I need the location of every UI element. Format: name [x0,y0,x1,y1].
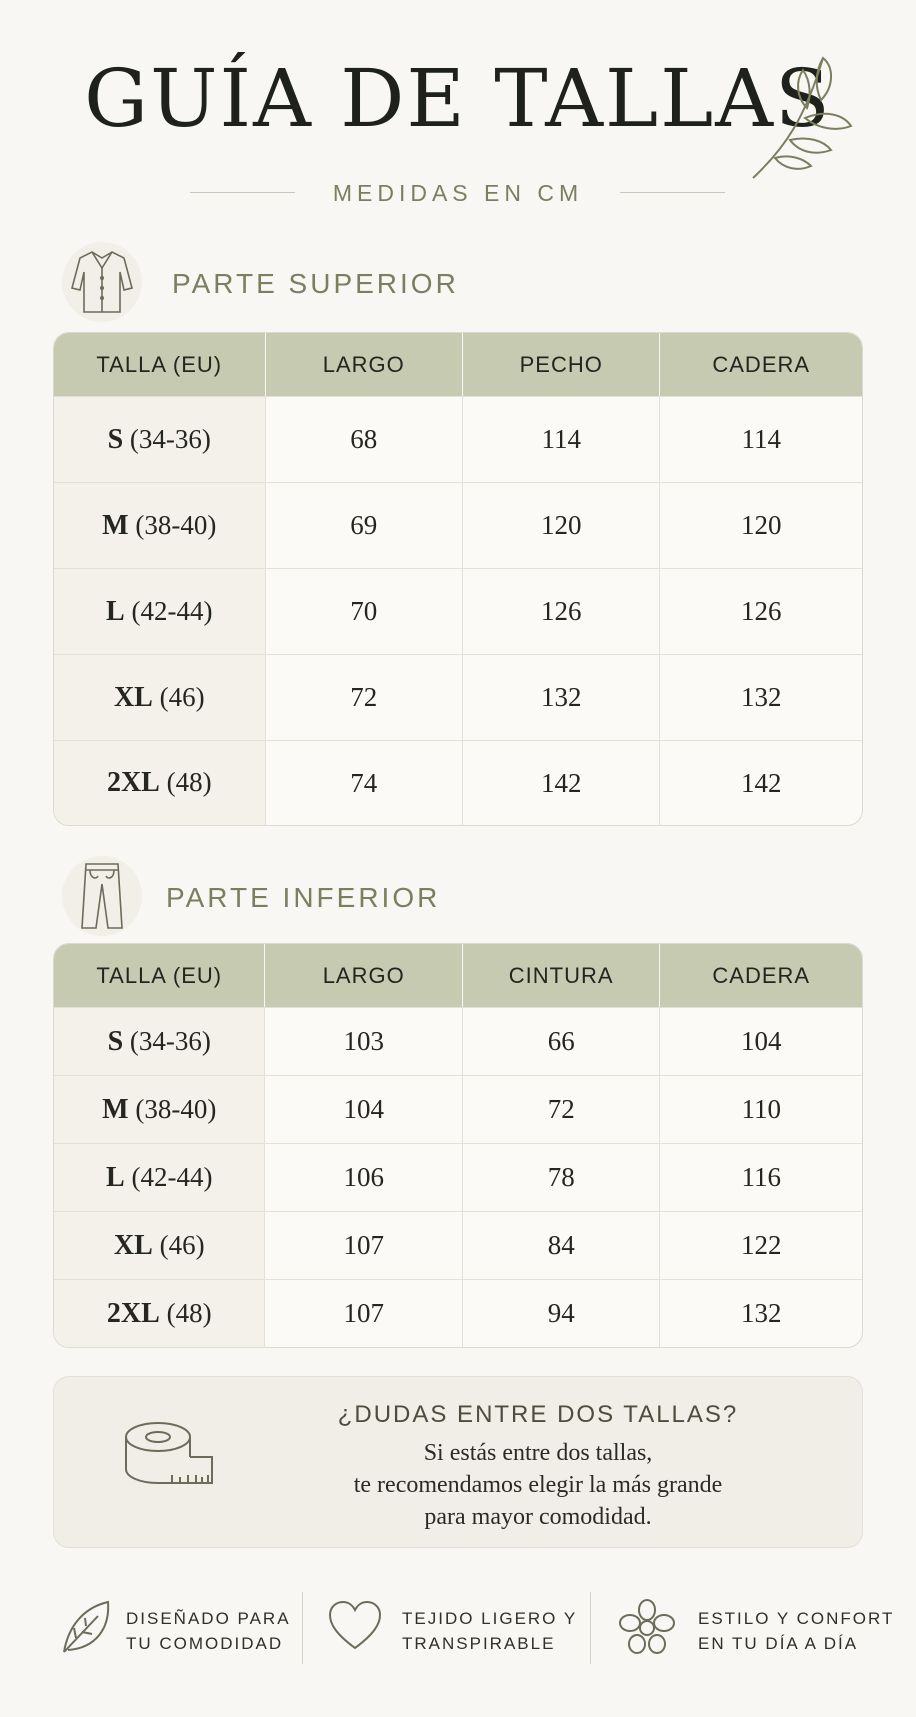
size-cell [54,1279,265,1347]
length-cell: 104 [265,1075,462,1143]
size-label: L [106,595,125,627]
size-range: (48) [166,1297,212,1328]
column-header: TALLA (EU) [54,944,265,1007]
size-cell [54,568,266,654]
size-label: S [107,1025,124,1057]
tip-text-line: te recomendamos elegir la más grande [353,1472,723,1498]
length-cell: 70 [266,568,463,654]
waist-cell: 94 [463,1279,661,1347]
hip-cell: 142 [660,740,862,825]
hip-cell: 122 [660,1211,862,1279]
length-cell: 106 [265,1143,462,1211]
size-range: (38-40) [135,509,217,540]
bottom-size-table [53,943,863,1348]
table-header-row [54,944,862,1007]
feature-divider [302,1592,303,1664]
waist-cell: 78 [463,1143,661,1211]
length-cell: 103 [265,1007,462,1075]
table-row [54,1279,862,1347]
subtitle: MEDIDAS EN CM [332,180,584,206]
top-size-table [53,332,863,826]
page-title: GUÍA DE TALLAS [84,52,832,145]
table-row [54,1143,862,1211]
column-header: CADERA [660,333,862,396]
hip-cell: 104 [660,1007,862,1075]
table-row [54,1211,862,1279]
hip-cell: 114 [660,396,862,482]
pants-icon [62,856,142,936]
feature-text-line: DISEÑADO PARA [126,1609,291,1628]
column-header: TALLA (EU) [54,333,266,396]
hip-cell: 120 [660,482,862,568]
feature-style [616,1592,906,1668]
size-tip-box [53,1376,863,1548]
size-range: (42-44) [131,1161,213,1192]
chest-cell: 114 [463,396,660,482]
size-cell [54,1007,265,1075]
section-title-bottom: PARTE INFERIOR [166,882,441,913]
size-range: (46) [159,681,205,712]
length-cell: 107 [265,1279,462,1347]
feature-text-line: ESTILO Y CONFORT [698,1609,895,1628]
waist-cell: 72 [463,1075,661,1143]
hip-cell: 132 [660,1279,862,1347]
leaf-branch-icon [745,48,855,183]
divider-line [620,192,725,193]
column-header: LARGO [265,944,462,1007]
hip-cell: 132 [660,654,862,740]
table-row [54,1007,862,1075]
size-label: L [106,1161,125,1193]
subtitle-row [0,178,916,208]
feature-text-line: TU COMODIDAD [126,1634,284,1653]
chest-cell: 120 [463,482,660,568]
size-range: (34-36) [129,423,211,454]
chest-cell: 142 [463,740,660,825]
size-label: 2XL [106,1297,160,1329]
feature-text-line: TEJIDO LIGERO Y [402,1609,578,1628]
table-row [54,568,862,654]
feature-divider [590,1592,591,1664]
table-row [54,654,862,740]
size-cell [54,740,266,825]
chest-cell: 132 [463,654,660,740]
length-cell: 69 [266,482,463,568]
size-label: S [107,423,124,455]
size-cell [54,396,266,482]
hip-cell: 116 [660,1143,862,1211]
tip-text-line: para mayor comodidad. [424,1504,652,1530]
length-cell: 68 [266,396,463,482]
feature-comfort [58,1592,298,1668]
length-cell: 74 [266,740,463,825]
column-header: LARGO [266,333,463,396]
chest-cell: 126 [463,568,660,654]
feature-text-line: EN TU DÍA A DÍA [698,1634,859,1653]
section-title-top: PARTE SUPERIOR [172,268,459,299]
column-header: PECHO [463,333,660,396]
table-row [54,482,862,568]
size-range: (48) [166,767,212,797]
size-label: XL [113,1229,153,1261]
shirt-icon [62,242,142,322]
section-header-top [62,242,662,322]
size-cell [54,1143,265,1211]
size-range: (34-36) [129,1025,211,1056]
table-row [54,396,862,482]
size-range: (46) [159,1229,205,1260]
waist-cell: 84 [463,1211,661,1279]
section-header-bottom [62,856,662,936]
length-cell: 107 [265,1211,462,1279]
waist-cell: 66 [463,1007,661,1075]
flower-icon [616,1598,678,1658]
size-cell [54,1211,265,1279]
size-range: (42-44) [131,595,213,626]
size-label: M [102,1093,129,1125]
size-label: XL [113,681,153,713]
heart-icon [326,1598,384,1654]
table-row [54,1075,862,1143]
feature-fabric [326,1592,586,1668]
leaf-icon [58,1598,114,1658]
hip-cell: 126 [660,568,862,654]
size-cell [54,482,266,568]
measuring-tape-icon [122,1417,222,1497]
hip-cell: 110 [660,1075,862,1143]
size-label: M [102,509,129,541]
size-cell [54,1075,265,1143]
tip-text-line: Si estás entre dos tallas, [423,1440,653,1466]
column-header: CADERA [660,944,862,1007]
size-cell [54,654,266,740]
feature-text-line: TRANSPIRABLE [402,1634,556,1653]
column-header: CINTURA [463,944,661,1007]
size-label: 2XL [106,767,160,798]
length-cell: 72 [266,654,463,740]
table-row [54,740,862,825]
table-header-row [54,333,862,396]
tip-title: ¿DUDAS ENTRE DOS TALLAS? [337,1401,739,1428]
size-range: (38-40) [135,1093,217,1124]
